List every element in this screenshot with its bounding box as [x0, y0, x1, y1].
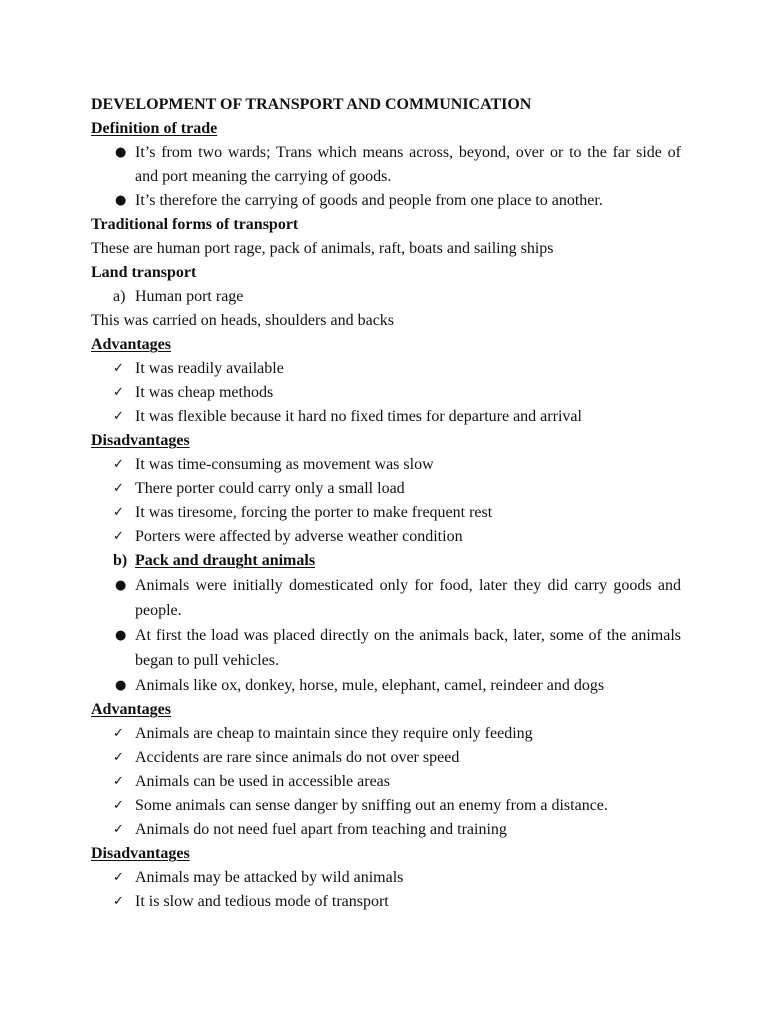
list-marker: a) [113, 288, 126, 305]
disadvantages-heading: Disadvantages [91, 845, 190, 862]
check-icon: ✓ [113, 774, 124, 789]
list-item: a) Human port rage [91, 285, 681, 309]
list-item: ✓ It is slow and tedious mode of transport [91, 890, 681, 914]
definition-heading: Definition of trade [91, 120, 218, 137]
list-item: ✓ It was time-consuming as movement was slow [91, 453, 681, 477]
list-item: ● Animals were initially domesticated only for food, later they did carry goods and people. [91, 573, 681, 623]
advantages-heading: Advantages [91, 336, 172, 353]
bullet-icon: ● [115, 628, 127, 643]
list-item: ● At first the load was placed directly on the animals back, later, some of the animals began to pull vehicles. [91, 623, 681, 673]
list-item: ✓ Accidents are rare since animals do not over speed [91, 746, 681, 770]
list-item: ✓ It was tiresome, forcing the porter to make frequent rest [91, 501, 681, 525]
bullet-icon: ● [115, 578, 127, 593]
document-page [91, 93, 681, 914]
bullet-icon: ● [115, 145, 127, 160]
check-icon: ✓ [113, 894, 124, 909]
check-icon: ✓ [113, 750, 124, 765]
list-item: ✓ It was cheap methods [91, 381, 681, 405]
list-item: ✓ Animals do not need fuel apart from teaching and training [91, 818, 681, 842]
list-item: ✓ It was readily available [91, 357, 681, 381]
list-item: ● It’s from two wards; Trans which means across, beyond, over or to the far side of and port meaning the carrying of goods. [91, 141, 681, 189]
traditional-heading: Traditional forms of transport [91, 216, 299, 233]
list-item: ✓ It was flexible because it hard no fixed times for departure and arrival [91, 405, 681, 429]
list-item: ✓ Some animals can sense danger by sniffing out an enemy from a distance. [91, 794, 681, 818]
list-item: ✓ There porter could carry only a small load [91, 477, 681, 501]
list-marker: b) [113, 552, 128, 569]
list-item: ● It’s therefore the carrying of goods and people from one place to another. [91, 189, 681, 213]
check-icon: ✓ [113, 457, 124, 472]
check-icon: ✓ [113, 505, 124, 520]
advantages-heading: Advantages [91, 701, 172, 718]
disadvantages-heading: Disadvantages [91, 432, 190, 449]
list-item: ● Animals like ox, donkey, horse, mule, elephant, camel, reindeer and dogs [91, 673, 681, 698]
traditional-text: These are human port rage, pack of animals, raft, boats and sailing ships [91, 240, 554, 257]
list-item [91, 549, 681, 573]
check-icon: ✓ [113, 481, 124, 496]
check-icon: ✓ [113, 798, 124, 813]
list-item: ✓ Animals can be used in accessible areas [91, 770, 681, 794]
list-item: ✓ Animals are cheap to maintain since they require only feeding [91, 722, 681, 746]
bullet-icon: ● [115, 678, 127, 693]
check-icon: ✓ [113, 870, 124, 885]
check-icon: ✓ [113, 409, 124, 424]
land-a-text: This was carried on heads, shoulders and backs [91, 312, 395, 329]
check-icon: ✓ [113, 822, 124, 837]
check-icon: ✓ [113, 529, 124, 544]
list-item: ✓ Animals may be attacked by wild animals [91, 866, 681, 890]
check-icon: ✓ [113, 385, 124, 400]
list-item: ✓ Porters were affected by adverse weather condition [91, 525, 681, 549]
land-heading: Land transport [91, 264, 197, 281]
page-title: DEVELOPMENT OF TRANSPORT AND COMMUNICATION [91, 96, 532, 113]
check-icon: ✓ [113, 726, 124, 741]
bullet-icon: ● [115, 193, 127, 208]
check-icon: ✓ [113, 361, 124, 376]
pack-heading: Pack and draught animals [135, 552, 316, 569]
